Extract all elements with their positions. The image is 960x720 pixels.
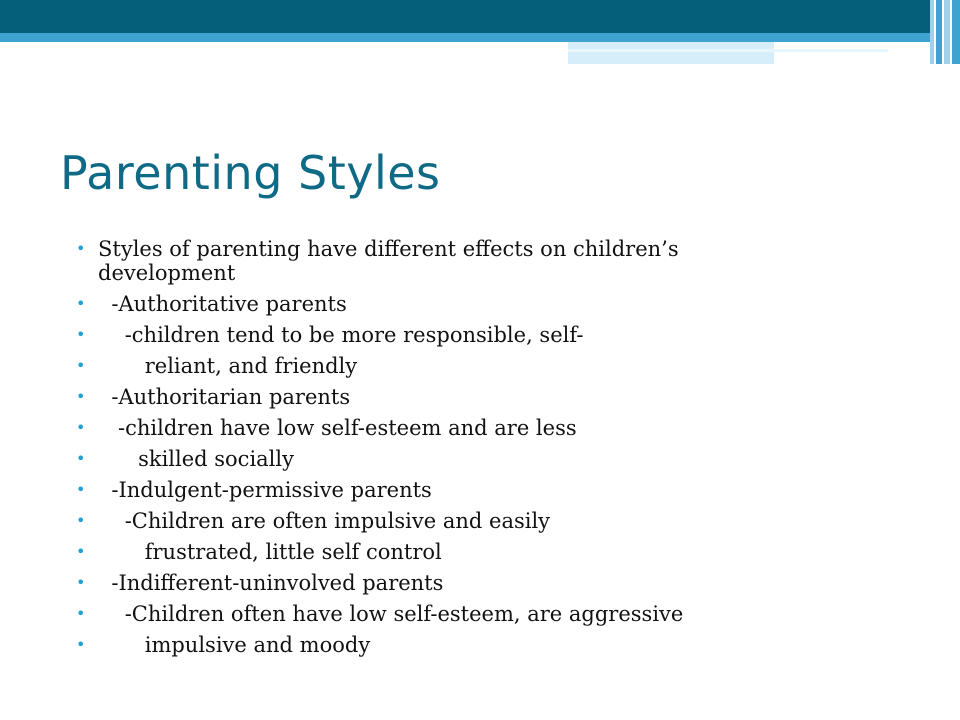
- bullet-dot-icon: •: [76, 239, 86, 258]
- bullet-text: -Authoritative parents: [98, 292, 347, 316]
- bullet-item: [76, 416, 816, 440]
- bullet-dot-icon: •: [76, 387, 86, 406]
- header-band-dark: [0, 0, 930, 33]
- bullet-text: frustrated, little self control: [98, 540, 442, 564]
- bullet-item: [76, 237, 816, 285]
- bullet-dot-icon: •: [76, 573, 86, 592]
- bullet-item: [76, 602, 816, 626]
- bullet-item: [76, 509, 816, 533]
- bullet-text: impulsive and moody: [98, 633, 371, 657]
- bullet-item: [76, 540, 816, 564]
- bullet-dot-icon: •: [76, 418, 86, 437]
- bullet-text: Styles of parenting have different effects on children’s development: [98, 237, 686, 285]
- bullet-dot-icon: •: [76, 449, 86, 468]
- bullet-dot-icon: •: [76, 542, 86, 561]
- bullet-list: [76, 237, 816, 664]
- bullet-text: -children have low self-esteem and are less: [98, 416, 577, 440]
- bullet-dot-icon: •: [76, 635, 86, 654]
- header-band-faint: [568, 42, 774, 64]
- bullet-item: [76, 571, 816, 595]
- slide-title: Parenting Styles: [60, 146, 441, 200]
- bullet-item: [76, 354, 816, 378]
- bullet-text: -Children are often impulsive and easily: [98, 509, 551, 533]
- bullet-item: [76, 447, 816, 471]
- bullet-text: reliant, and friendly: [98, 354, 358, 378]
- bullet-item: [76, 478, 816, 502]
- bullet-text: -Children often have low self-esteem, are aggressive: [98, 602, 684, 626]
- bullet-text: -Indulgent-permissive parents: [98, 478, 432, 502]
- header-band-stripes: [930, 0, 960, 64]
- bullet-dot-icon: •: [76, 356, 86, 375]
- header-band-line: [568, 49, 888, 52]
- bullet-dot-icon: •: [76, 325, 86, 344]
- bullet-item: [76, 292, 816, 316]
- bullet-item: [76, 633, 816, 657]
- bullet-dot-icon: •: [76, 480, 86, 499]
- bullet-item: [76, 385, 816, 409]
- bullet-text: -Indifferent-uninvolved parents: [98, 571, 444, 595]
- bullet-dot-icon: •: [76, 604, 86, 623]
- bullet-item: [76, 323, 816, 347]
- bullet-text: -children tend to be more responsible, self-: [98, 323, 584, 347]
- bullet-text: -Authoritarian parents: [98, 385, 351, 409]
- header-band-light: [0, 33, 930, 42]
- bullet-dot-icon: •: [76, 511, 86, 530]
- bullet-dot-icon: •: [76, 294, 86, 313]
- bullet-text: skilled socially: [98, 447, 294, 471]
